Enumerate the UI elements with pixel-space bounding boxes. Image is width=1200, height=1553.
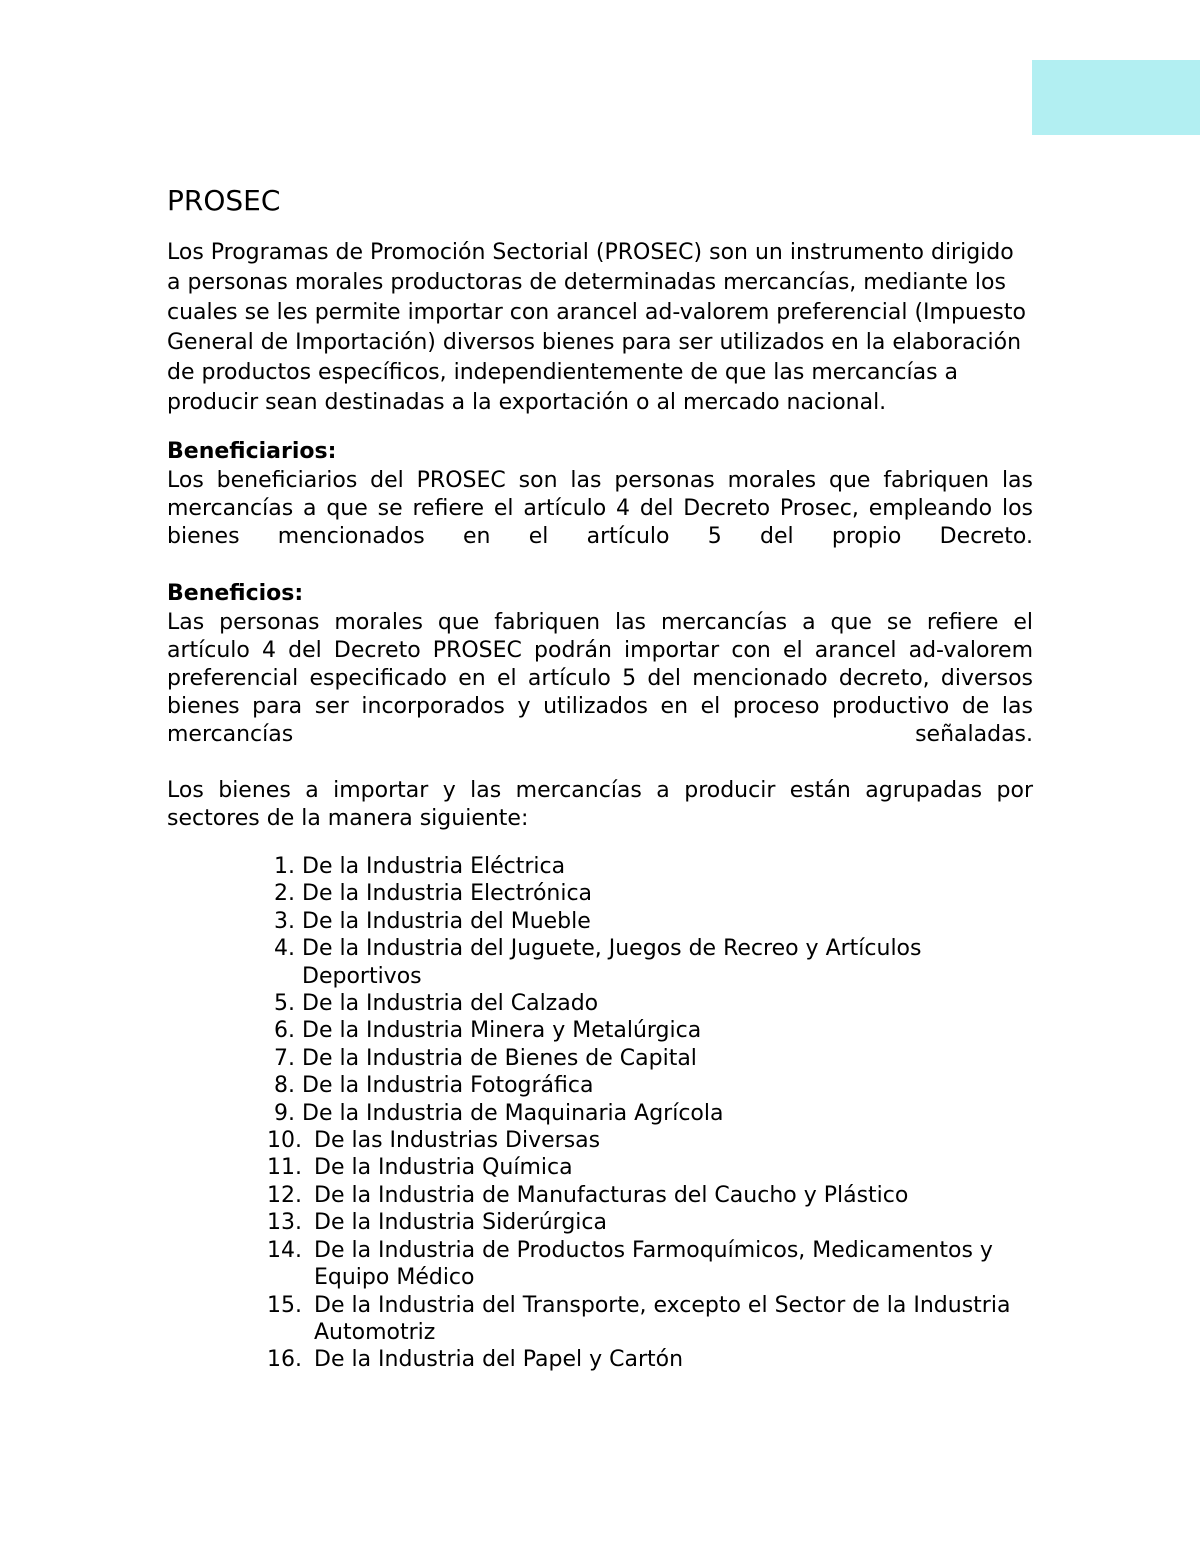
list-item-label-text: De la Industria del Transporte, excepto el Sector de la Industria Automotriz (314, 1292, 1011, 1345)
list-item-label: De la Industria de Bienes de Capital (302, 1045, 697, 1071)
list-item (255, 1346, 1033, 1373)
list-item-label: De la Industria Química (314, 1155, 573, 1181)
beneficiarios-heading: Beneficiarios: (167, 439, 337, 464)
sectores-intro: Los bienes a importar y las mercancías a producir están agrupadas por sectores de la manera siguiente: (167, 778, 1033, 831)
list-number: 1. (274, 854, 295, 879)
list-item (255, 1017, 1033, 1044)
list-item-label: De la Industria del Juguete, Juegos de Recreo y Artículos Deportivos (302, 936, 922, 989)
list-item (255, 908, 1033, 935)
list-item-label-text: De la Industria de Productos Farmoquímicos, Medicamentos y Equipo Médico (314, 1237, 993, 1291)
list-item-label: De la Industria Siderúrgica (314, 1210, 607, 1236)
list-item-label: De la Industria Fotográfica (302, 1073, 594, 1099)
list-number: 2. (274, 881, 295, 907)
sector-list (167, 853, 1033, 1374)
list-item (255, 880, 1033, 907)
list-item-label (302, 1237, 1033, 1292)
list-item (255, 1100, 1033, 1127)
list-item (255, 1154, 1033, 1181)
list-item-label: De las Industrias Diversas (314, 1128, 601, 1154)
list-number: 4. (274, 936, 295, 962)
list-item-label: De la Industria del Papel y Cartón (314, 1347, 684, 1373)
list-number: 9. (274, 1100, 295, 1126)
list-item (255, 1127, 1033, 1154)
list-number: 3. (274, 908, 295, 934)
beneficiarios-text: Los beneficiarios del PROSEC son las personas morales que fabriquen las mercancías a que se refiere el artículo 4 del Decreto Prosec, empleando los bienes mencionados en el artículo 5 del propio Decreto. (167, 468, 1033, 549)
list-item (255, 1072, 1033, 1099)
list-item-label: De la Industria Minera y Metalúrgica (302, 1018, 702, 1044)
list-item-label: De la Industria del Mueble (302, 908, 591, 934)
intro-paragraph: Los Programas de Promoción Sectorial (PROSEC) son un instrumento dirigido a personas morales productoras de determinadas mercancías, mediante los cuales se les permite importar con arancel ad-valorem preferencial (Impuesto General de Importación) diversos bienes para ser utilizados en la elaboración de productos específicos, independientemente de que las mercancías a producir sean destinadas a la exportación o al mercado nacional. (167, 240, 1026, 415)
list-number: 15. (267, 1292, 302, 1318)
list-item-label: De la Industria de Manufacturas del Caucho y Plástico (314, 1182, 909, 1208)
list-item (255, 1209, 1033, 1236)
beneficiarios-section (167, 437, 1033, 551)
document-body (167, 183, 1033, 1374)
list-number: 8. (274, 1073, 295, 1099)
corner-tab (1032, 60, 1200, 135)
beneficios-heading: Beneficios: (167, 581, 304, 606)
list-number: 11. (267, 1155, 302, 1181)
list-number: 5. (274, 991, 295, 1017)
list-item (255, 1292, 1033, 1347)
beneficios-section (167, 579, 1033, 749)
list-number: 12. (267, 1182, 302, 1208)
list-number: 16. (267, 1347, 302, 1373)
list-number: 14. (267, 1237, 302, 1263)
beneficios-text: Las personas morales que fabriquen las mercancías a que se refiere el artículo 4 del Decreto PROSEC podrán importar con el arancel ad-valorem preferencial especificado en el artículo 5 del mencionado decreto, diversos bienes para ser incorporados y utilizados en el proceso productivo de las mercancías señaladas. (167, 610, 1033, 747)
list-item-label: De la Industria de Maquinaria Agrícola (302, 1100, 724, 1126)
list-number: 6. (274, 1018, 295, 1044)
list-item (255, 853, 1033, 880)
list-item (255, 1045, 1033, 1072)
list-number: 7. (274, 1045, 295, 1071)
list-number: 10. (267, 1128, 302, 1154)
list-item-label: De la Industria Electrónica (302, 881, 593, 907)
list-item (255, 990, 1033, 1017)
list-item-label: De la Industria del Calzado (302, 991, 599, 1017)
page-title: PROSEC (167, 184, 281, 217)
list-number: 13. (267, 1210, 302, 1236)
list-item-label (302, 1292, 1033, 1347)
list-item (255, 1237, 1033, 1292)
list-item (255, 935, 1033, 990)
list-item (255, 1182, 1033, 1209)
list-item-label: De la Industria Eléctrica (302, 854, 566, 879)
